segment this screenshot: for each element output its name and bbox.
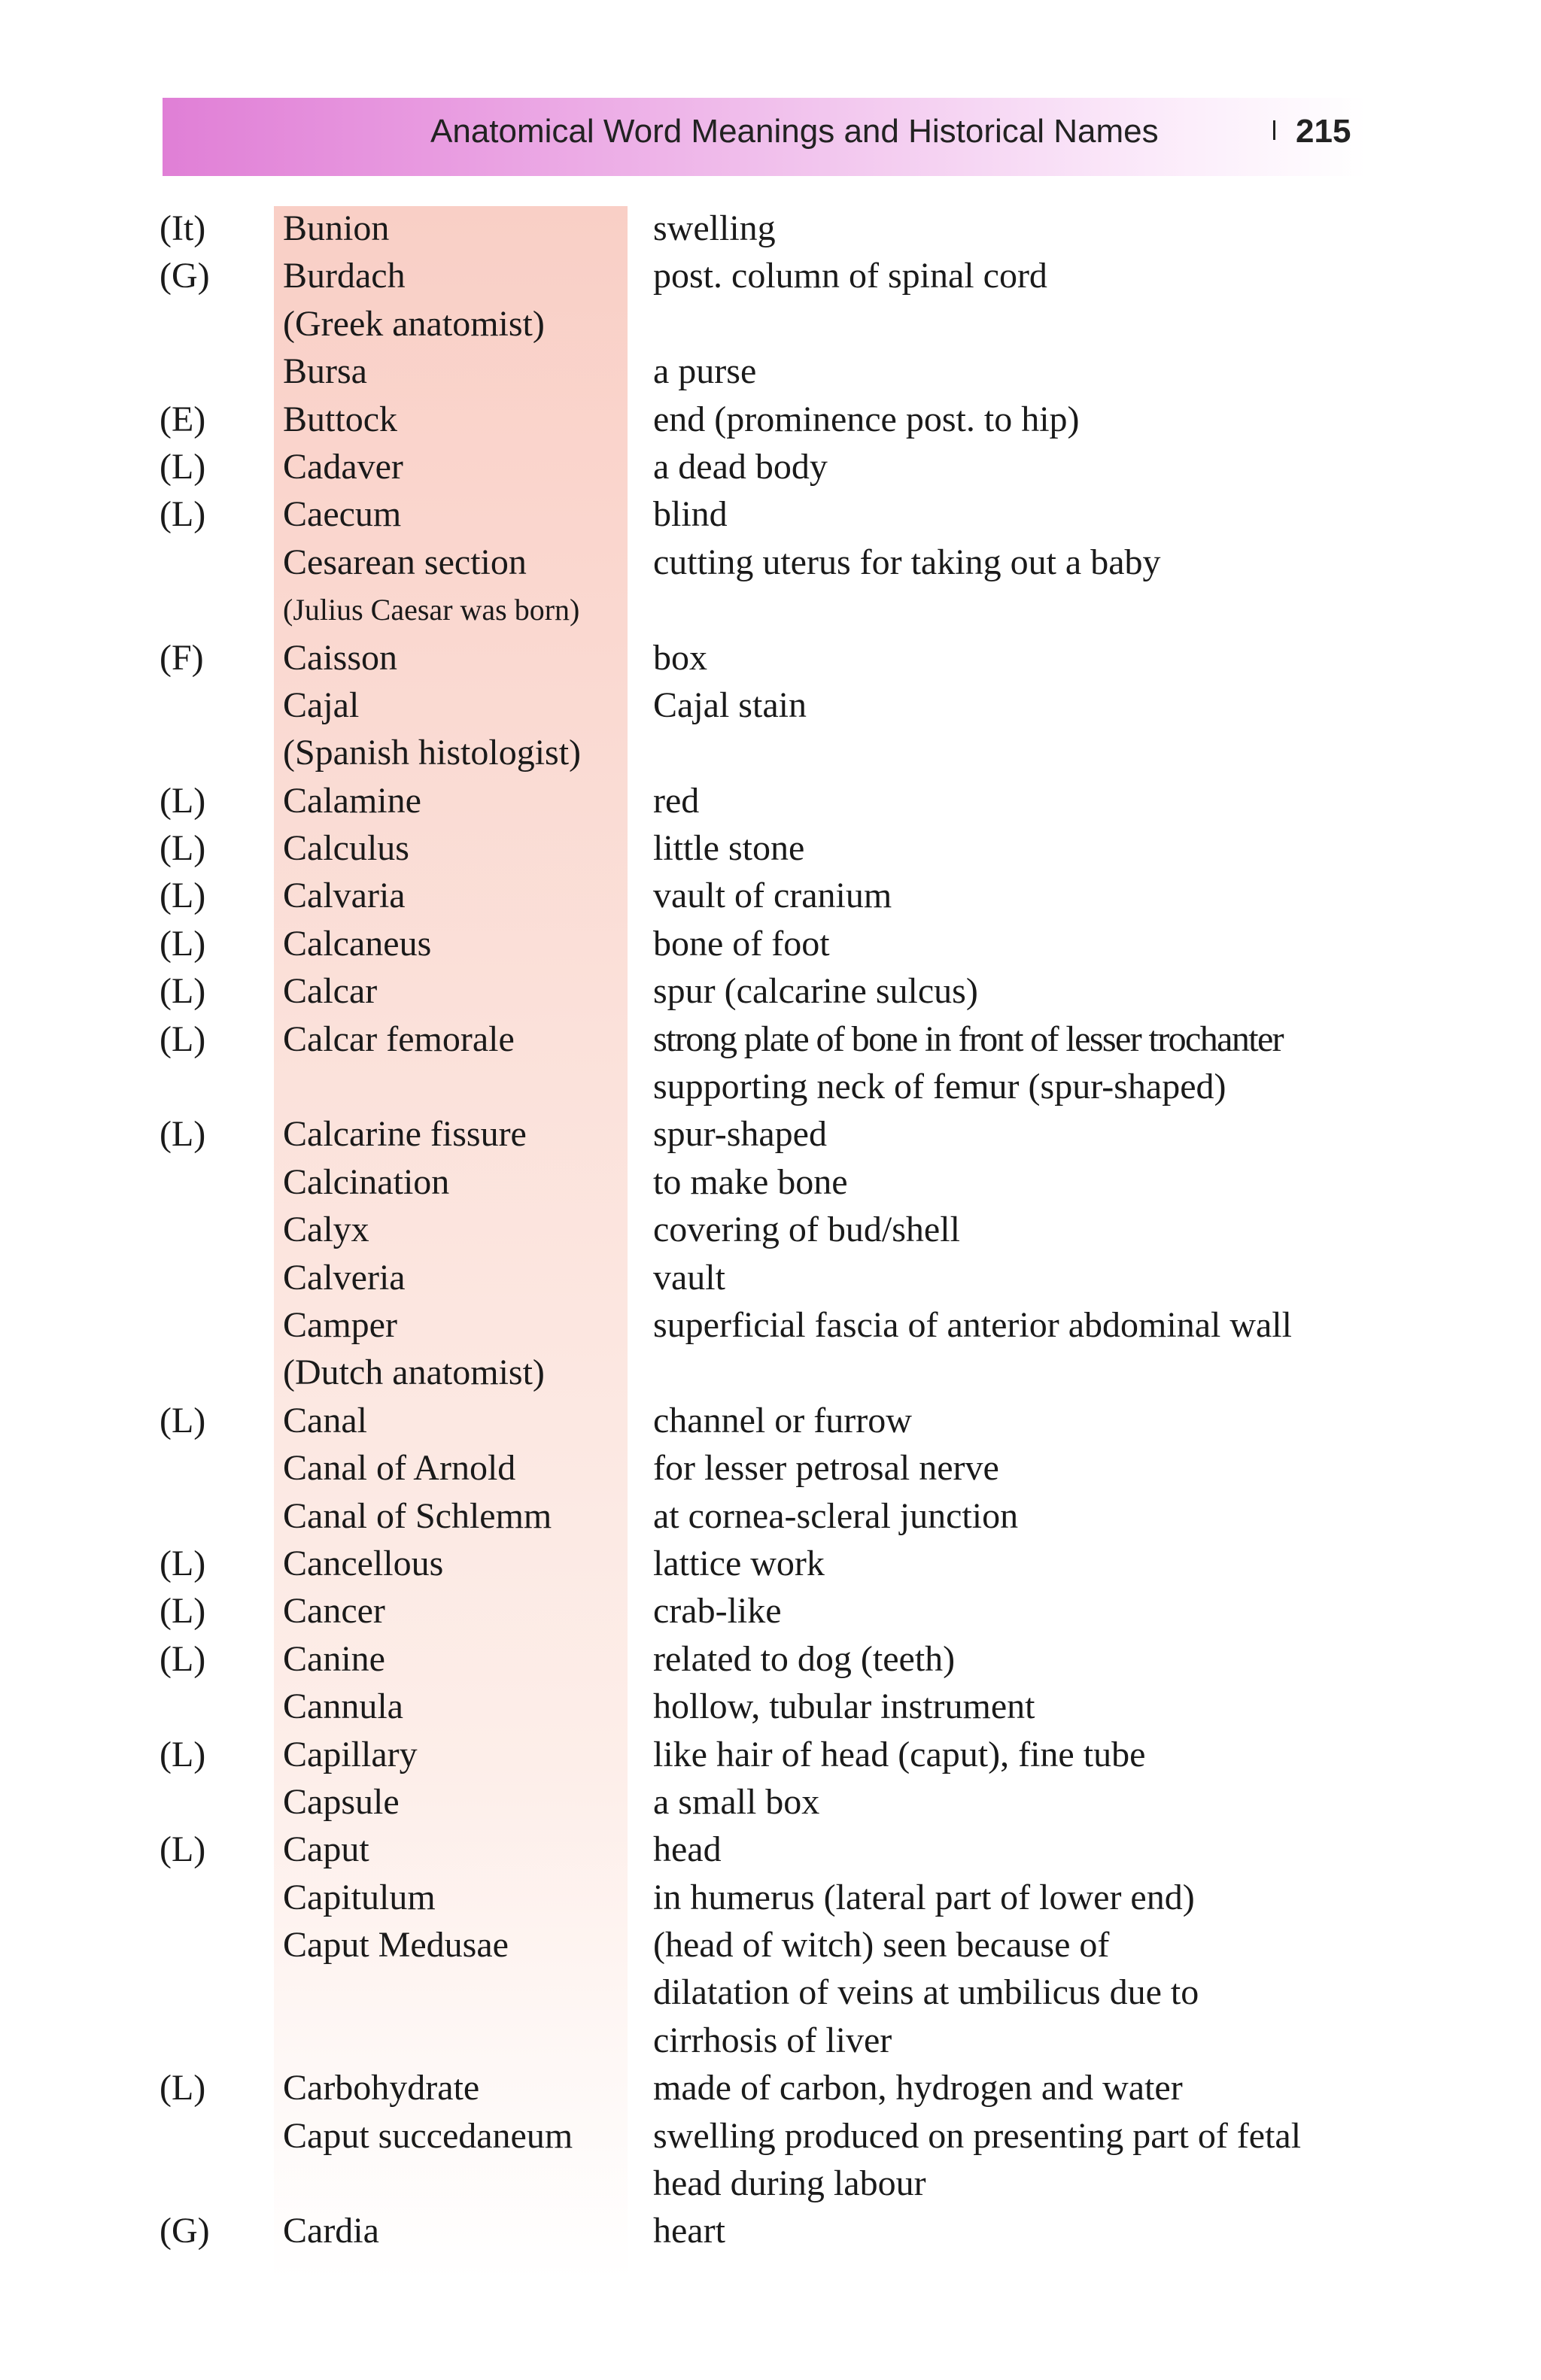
- glossary-term: Calcar femorale: [283, 1018, 515, 1059]
- glossary-row: [0, 443, 1541, 490]
- language-origin: (L): [160, 2068, 206, 2108]
- glossary-row: [0, 1397, 1541, 1444]
- language-origin: (L): [160, 1400, 206, 1440]
- glossary-term: Calveria: [283, 1257, 406, 1298]
- term-meaning: channel or furrow: [653, 1400, 912, 1440]
- language-origin: (L): [160, 923, 206, 964]
- term-meaning: head during labour: [653, 2163, 926, 2204]
- glossary-row: [0, 2207, 1541, 2254]
- term-meaning: like hair of head (caput), fine tube: [653, 1734, 1146, 1774]
- glossary-row: [0, 539, 1541, 586]
- language-origin: (F): [160, 637, 204, 678]
- glossary-row: [0, 1969, 1541, 2016]
- glossary-row: [0, 205, 1541, 252]
- glossary-row: [0, 2160, 1541, 2207]
- glossary-term: Cadaver: [283, 446, 403, 487]
- glossary-term: Calcarine fissure: [283, 1114, 527, 1155]
- glossary-term: Buttock: [283, 399, 397, 439]
- running-head-title: Anatomical Word Meanings and Historical Names: [430, 113, 1159, 150]
- header-separator: [1273, 120, 1275, 140]
- term-meaning: vault: [653, 1257, 725, 1298]
- glossary-row: [0, 300, 1541, 348]
- glossary-row: [0, 777, 1541, 824]
- glossary-term: Bunion: [283, 208, 390, 248]
- language-origin: (L): [160, 828, 206, 869]
- language-origin: (L): [160, 1018, 206, 1059]
- language-origin: (E): [160, 399, 206, 439]
- glossary-term: Calvaria: [283, 876, 406, 916]
- language-origin: (L): [160, 780, 206, 821]
- term-meaning: Cajal stain: [653, 685, 807, 725]
- term-meaning: heart: [653, 2211, 725, 2251]
- glossary-row: [0, 1444, 1541, 1492]
- term-meaning: cirrhosis of liver: [653, 2020, 892, 2060]
- language-origin: (L): [160, 1829, 206, 1870]
- glossary-term: Caput succedaneum: [283, 2115, 573, 2156]
- glossary-row: [0, 682, 1541, 729]
- term-meaning: red: [653, 780, 700, 821]
- term-meaning: end (prominence post. to hip): [653, 399, 1080, 439]
- term-meaning: (head of witch) seen because of: [653, 1925, 1110, 1966]
- glossary-row: [0, 1921, 1541, 1969]
- glossary-row: [0, 1158, 1541, 1206]
- glossary-row: [0, 872, 1541, 919]
- glossary-row: [0, 2064, 1541, 2111]
- glossary-row: [0, 824, 1541, 872]
- glossary-row: [0, 1492, 1541, 1540]
- glossary-row: [0, 920, 1541, 967]
- glossary-row: [0, 1683, 1541, 1730]
- glossary-term: Caisson: [283, 637, 398, 678]
- term-meaning: at cornea-scleral junction: [653, 1495, 1019, 1536]
- glossary-term: Carbohydrate: [283, 2068, 480, 2108]
- term-meaning: head: [653, 1829, 722, 1870]
- glossary-term: Burdach: [283, 256, 406, 296]
- language-origin: (L): [160, 1734, 206, 1774]
- term-meaning: spur (calcarine sulcus): [653, 971, 978, 1012]
- glossary-term: Cannula: [283, 1686, 403, 1727]
- glossary-term: Calcination: [283, 1161, 450, 1202]
- glossary-term: (Greek anatomist): [283, 303, 545, 344]
- term-meaning: lattice work: [653, 1543, 825, 1583]
- term-meaning: for lesser petrosal nerve: [653, 1448, 999, 1489]
- glossary-row: [0, 1015, 1541, 1063]
- glossary-row: [0, 1587, 1541, 1635]
- language-origin: (L): [160, 446, 206, 487]
- glossary-term: Caecum: [283, 494, 402, 535]
- glossary-row: [0, 634, 1541, 682]
- term-meaning: blind: [653, 494, 728, 535]
- glossary-term: Capitulum: [283, 1877, 436, 1917]
- term-meaning: made of carbon, hydrogen and water: [653, 2068, 1183, 2108]
- glossary-row: [0, 1635, 1541, 1683]
- glossary-row: [0, 1349, 1541, 1396]
- term-meaning: covering of bud/shell: [653, 1210, 960, 1250]
- language-origin: (L): [160, 971, 206, 1012]
- term-meaning: spur-shaped: [653, 1114, 827, 1155]
- glossary-term: Canal of Arnold: [283, 1448, 516, 1489]
- glossary-row: [0, 1540, 1541, 1587]
- glossary-row: [0, 348, 1541, 395]
- glossary-term: Capillary: [283, 1734, 418, 1774]
- glossary-term: Calcaneus: [283, 923, 432, 964]
- glossary-row: [0, 490, 1541, 538]
- glossary-term: Calyx: [283, 1210, 369, 1250]
- glossary-term: Cardia: [283, 2211, 379, 2251]
- glossary-term: (Dutch anatomist): [283, 1352, 545, 1393]
- term-meaning: swelling: [653, 208, 776, 248]
- term-meaning: cutting uterus for taking out a baby: [653, 542, 1161, 582]
- glossary-term: Calcar: [283, 971, 378, 1012]
- language-origin: (G): [160, 256, 210, 296]
- glossary-row: [0, 396, 1541, 443]
- glossary-row: [0, 1110, 1541, 1158]
- term-meaning: little stone: [653, 828, 805, 869]
- glossary-term: Cesarean section: [283, 542, 527, 582]
- glossary-term: Cancer: [283, 1591, 385, 1632]
- glossary-term: Capsule: [283, 1781, 400, 1822]
- term-meaning: dilatation of veins at umbilicus due to: [653, 1972, 1199, 2013]
- glossary-term: Canine: [283, 1638, 385, 1679]
- glossary-row: [0, 1206, 1541, 1253]
- glossary-term: Camper: [283, 1304, 397, 1345]
- glossary-row: [0, 1254, 1541, 1301]
- glossary-term: Cancellous: [283, 1543, 444, 1583]
- term-meaning: a small box: [653, 1781, 820, 1822]
- term-meaning: post. column of spinal cord: [653, 256, 1047, 296]
- glossary-row: [0, 1731, 1541, 1778]
- glossary-term: Calculus: [283, 828, 409, 869]
- language-origin: (L): [160, 1638, 206, 1679]
- glossary-term: (Spanish histologist): [283, 733, 582, 773]
- language-origin: (It): [160, 208, 206, 248]
- glossary-row: [0, 586, 1541, 633]
- glossary-term: Canal: [283, 1400, 367, 1440]
- glossary-row: [0, 967, 1541, 1015]
- glossary-list: [0, 205, 1541, 2255]
- term-meaning: bone of foot: [653, 923, 830, 964]
- glossary-row: [0, 1826, 1541, 1873]
- glossary-row: [0, 1063, 1541, 1110]
- glossary-term: Caput: [283, 1829, 369, 1870]
- glossary-term: Calamine: [283, 780, 421, 821]
- glossary-row: [0, 1301, 1541, 1349]
- term-meaning: in humerus (lateral part of lower end): [653, 1877, 1195, 1917]
- term-meaning: supporting neck of femur (spur-shaped): [653, 1067, 1226, 1107]
- glossary-row: [0, 1874, 1541, 1921]
- language-origin: (L): [160, 876, 206, 916]
- language-origin: (L): [160, 1114, 206, 1155]
- term-meaning: strong plate of bone in front of lesser trochanter: [653, 1018, 1284, 1059]
- language-origin: (L): [160, 494, 206, 535]
- language-origin: (G): [160, 2211, 210, 2251]
- term-meaning: crab-like: [653, 1591, 782, 1632]
- glossary-row: [0, 2112, 1541, 2160]
- glossary-row: [0, 1778, 1541, 1826]
- term-meaning: a dead body: [653, 446, 828, 487]
- glossary-term: Caput Medusae: [283, 1925, 509, 1966]
- term-meaning: vault of cranium: [653, 876, 892, 916]
- glossary-term: (Julius Caesar was born): [283, 593, 580, 627]
- term-meaning: to make bone: [653, 1161, 848, 1202]
- language-origin: (L): [160, 1543, 206, 1583]
- glossary-row: [0, 729, 1541, 776]
- page-number: 215: [1296, 113, 1351, 150]
- glossary-term: Cajal: [283, 685, 360, 725]
- glossary-term: Bursa: [283, 351, 367, 392]
- language-origin: (L): [160, 1591, 206, 1632]
- glossary-term: Canal of Schlemm: [283, 1495, 552, 1536]
- glossary-row: [0, 2017, 1541, 2064]
- term-meaning: hollow, tubular instrument: [653, 1686, 1035, 1727]
- term-meaning: swelling produced on presenting part of fetal: [653, 2115, 1302, 2156]
- term-meaning: a purse: [653, 351, 757, 392]
- glossary-row: [0, 252, 1541, 299]
- term-meaning: box: [653, 637, 707, 678]
- term-meaning: related to dog (teeth): [653, 1638, 956, 1679]
- term-meaning: superficial fascia of anterior abdominal wall: [653, 1304, 1292, 1345]
